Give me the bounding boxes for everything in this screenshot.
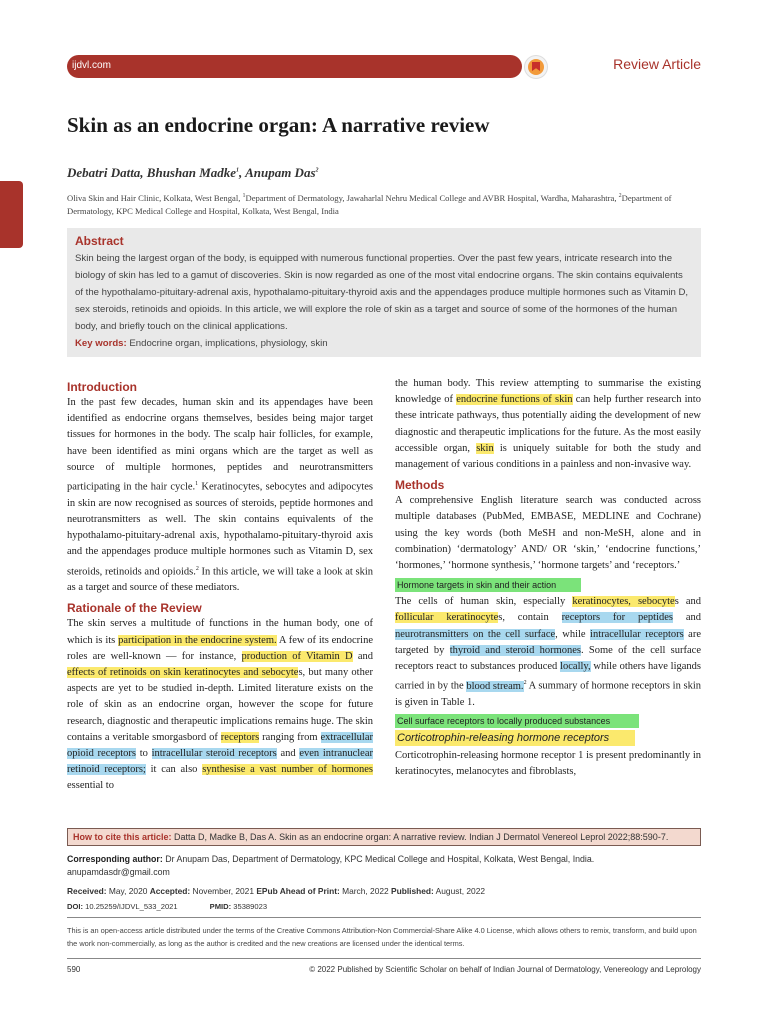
- reference-marker[interactable]: 2: [523, 680, 527, 687]
- epub-label: EPub Ahead of Print:: [256, 886, 340, 896]
- bookmark-icon[interactable]: [524, 55, 548, 79]
- rationale-text: and: [276, 748, 300, 760]
- abstract-text: Skin being the largest organ of the body, is equipped with numerous functional properties. Over the past few years, intricate research into the biology of skin has led to a gamut of discoveries. Skin is now regarded as one of the most vital endocrine organs. The skin contains equivalents of the hypothalamo-pituitary-adrenal axis, hypothalamo-pituitary-thyroid axis and the appendages produce multiple hormones such as Vitamin D, sex steroids, retinoids and opioids. In this article, we will explore the role of skin as a target and source of some of the hormones of the human body, and briefly touch on the clinical applications.: [75, 253, 689, 332]
- author-sup-2: 2: [315, 167, 319, 174]
- highlight-blue: thyroid and steroid hormones: [449, 644, 582, 656]
- body-text: s, contain: [498, 612, 562, 624]
- pmid-group: [210, 902, 283, 911]
- corresponding-email-link[interactable]: anupamdasdr@gmail.com: [67, 867, 170, 877]
- introduction-heading: Introduction: [67, 380, 137, 394]
- crh-paragraph: Corticotrophin-releasing hormone receptor 1 is present predominantly in keratinocytes, melanocytes and fibroblasts,: [395, 750, 701, 778]
- intro-text-2: Keratinocytes, sebocytes and adipocytes in skin are now recognised as sources of steroids, peptide hormones and neurotransmitters as well. The skin contains equivalents of the hypothalamo-pituitary-adrenal axis, hypothalamo-pituitary-thyroid axis and the appendages produce multiple hormones such as Vitamin D, sex steroids, retinoids and opioids.: [67, 481, 373, 578]
- pmid-link[interactable]: 35389023: [231, 902, 268, 911]
- rationale-text: and: [352, 650, 373, 662]
- highlight-blue: receptors for peptides: [561, 612, 673, 624]
- cite-text: Datta D, Madke B, Das A. Skin as an endocrine organ: A narrative review. Indian J Dermatol Venereol Leprol 2022;88:590-7.: [171, 832, 669, 842]
- corresponding-text: Dr Anupam Das, Department of Dermatology, KPC Medical College and Hospital, Kolkata, West Bengal, India.: [162, 854, 595, 864]
- highlight-blue: intracellular receptors: [590, 628, 684, 640]
- highlight-yellow: participation in the endocrine system.: [118, 634, 277, 646]
- highlight-yellow: effects of retinoids on skin keratinocytes and sebocyte: [67, 667, 299, 679]
- highlight-blue: intracellular steroid receptors: [151, 748, 277, 760]
- highlight-yellow: keratinocytes, sebocyte: [572, 596, 675, 608]
- body-text: is uniquely suitable for both the study and management of various conditions in a painless and non-invasive way.: [395, 442, 702, 471]
- methods-heading: Methods: [395, 478, 445, 493]
- accepted-label: Accepted:: [149, 886, 191, 896]
- header-bar: [67, 52, 701, 81]
- rationale-text: essential to: [67, 780, 114, 792]
- intro-ref-2[interactable]: 2: [195, 565, 199, 572]
- cell-surface-subheading: Cell surface receptors to locally produced substances: [395, 714, 639, 728]
- received-date: May, 2020: [106, 886, 150, 896]
- body-text: , while: [555, 628, 591, 640]
- doi-group: [67, 902, 194, 911]
- review-purpose-paragraph: [395, 376, 701, 473]
- abstract-heading: Abstract: [75, 234, 124, 248]
- divider: [67, 958, 701, 959]
- rationale-text: it can also: [145, 764, 203, 776]
- rationale-text: s, but many other aspects are yet to be studied in-depth. Limited literature exists on the role of skin as an endocrine organ, however the scope for future research, diagnostic and therapeutic implications remains huge. The skin contains a veritable smorgasbord of: [67, 667, 374, 743]
- highlight-yellow: skin: [476, 442, 494, 454]
- published-date: August, 2022: [433, 886, 486, 896]
- introduction-paragraph: [67, 395, 373, 596]
- affil-a: Oliva Skin and Hair Clinic, Kolkata, West Bengal,: [67, 192, 243, 203]
- abstract-box: [67, 228, 701, 357]
- article-type-label: Review Article: [613, 56, 701, 72]
- correspondence-block: [67, 853, 701, 879]
- publication-dates: [67, 886, 485, 896]
- highlight-yellow: endocrine functions of skin: [456, 394, 573, 406]
- pmid-label: PMID:: [209, 902, 232, 911]
- highlight-blue: blood stream.: [466, 680, 524, 692]
- affil-c: Department of Dermatology, KPC Medical College and Hospital, Kolkata, West Bengal, India: [67, 192, 672, 216]
- body-text: can help further research into these intricate pathways, thus potentially aiding the development of new diagnostic and therapeutic implications for the future. As the most easily accessible organ,: [395, 394, 701, 454]
- body-text: while others have ligands carried in by the: [395, 661, 702, 692]
- rationale-text: to: [136, 748, 152, 760]
- page-number: 590: [67, 965, 81, 974]
- doi-link[interactable]: 10.25259/IJDVL_533_2021: [83, 902, 178, 911]
- highlight-blue: extracellular opioid receptors: [67, 731, 373, 760]
- body-text: the human body. This review attempting to summarise the existing knowledge of: [395, 378, 701, 406]
- body-text: are targeted by: [395, 628, 701, 656]
- keywords-label: Key words:: [75, 338, 127, 349]
- author-names-1[interactable]: Debatri Datta, Bhushan Madke: [67, 165, 237, 180]
- copyright-line: © 2022 Published by Scientific Scholar on behalf of Indian Journal of Dermatology, Venereology and Leprology: [309, 965, 701, 974]
- affil-b: Department of Dermatology, Jawaharlal Nehru Medical College and AVBR Hospital, Wardha, Maharashtra,: [245, 192, 619, 203]
- crh-subheading: Corticotrophin-releasing hormone receptors: [395, 730, 635, 746]
- how-to-cite-box: [67, 828, 701, 846]
- keywords-line: [75, 338, 693, 349]
- highlight-yellow: follicular keratinocyte: [395, 612, 499, 624]
- right-column: [395, 376, 701, 781]
- methods-paragraph: A comprehensive English literature search was conducted across multiple databases (PubMed, EMBASE, MEDLINE and Cochrane) using the key words (both MeSH and non-MeSH, alone and in combination) ‘dermatology’ AND/ OR ‘skin,’ ‘endocrine functions,’ ‘hormones,’ ‘hormone synthesis,’ ‘hormone targets’ and ‘receptors.’: [395, 495, 701, 572]
- highlight-yellow: production of Vitamin D: [241, 650, 353, 662]
- highlight-yellow: receptors: [220, 731, 260, 743]
- body-text: The cells of human skin, especially: [395, 596, 573, 608]
- cite-label: How to cite this article:: [73, 832, 172, 842]
- rationale-text: A few of its endocrine roles are well-known — for instance,: [67, 634, 374, 662]
- hormone-targets-subheading: Hormone targets in skin and their action: [395, 578, 581, 592]
- affiliations: [67, 190, 701, 218]
- body-text: . Some of the cell surface receptors react to substances produced: [395, 644, 701, 673]
- side-tab-marker: [0, 181, 23, 248]
- divider: [67, 917, 701, 918]
- intro-ref-1[interactable]: 1: [195, 481, 199, 488]
- highlight-blue: neurotransmitters on the cell surface: [395, 628, 556, 640]
- rationale-text: The skin serves a multitude of functions in the human body, one of which is its: [67, 618, 373, 646]
- journal-site-label[interactable]: ijdvl.com: [72, 60, 111, 71]
- identifiers: [67, 902, 299, 911]
- rationale-heading: Rationale of the Review: [67, 601, 202, 616]
- author-list: [67, 165, 319, 181]
- accepted-date: November, 2021: [190, 886, 257, 896]
- keywords-text: Endocrine organ, implications, physiology, skin: [126, 338, 328, 349]
- rationale-text: ranging from: [259, 731, 321, 743]
- intro-text-3: In this article, we will take a look at skin as a target and source of these mediators.: [67, 566, 373, 594]
- intro-text-1: In the past few decades, human skin and its appendages have been identified as endocrine organs themselves, besides being major target tissues for hormones in the body. The scalp hair follicles, for example, have been identified as mini organs which are the target as well as source of multiple hormones, peptides and neurotransmitters participating in the hair cycle.: [67, 397, 373, 493]
- author-sup-1: 1: [236, 167, 240, 174]
- author-names-2[interactable]: , Anupam Das: [239, 165, 316, 180]
- highlight-blue: locally,: [560, 661, 591, 673]
- body-text: and: [672, 612, 701, 624]
- affil-sup-2: 2: [618, 193, 622, 199]
- published-label: Published:: [391, 886, 434, 896]
- corresponding-label: Corresponding author:: [67, 854, 163, 864]
- rationale-paragraph: [67, 616, 373, 794]
- left-column: [67, 377, 373, 795]
- hormone-targets-paragraph: [395, 594, 701, 711]
- journal-link-pill[interactable]: [67, 55, 522, 78]
- highlight-blue: even intranuclear retinoid receptors;: [67, 748, 374, 776]
- affil-sup-1: 1: [242, 193, 246, 199]
- license-text: This is an open-access article distributed under the terms of the Creative Commons Attribution-Non Commercial-Share Alike 4.0 License, which allows others to remix, transform, and build upon the work non-commercially, as long as the author is credited and the new creations are licensed under the identical terms.: [67, 926, 697, 948]
- highlight-yellow: synthesise a vast number of hormones: [202, 764, 373, 776]
- article-title: Skin as an endocrine organ: A narrative review: [67, 113, 490, 137]
- received-label: Received:: [67, 886, 107, 896]
- doi-label: DOI:: [67, 902, 84, 911]
- body-text: s and: [674, 596, 702, 608]
- epub-date: March, 2022: [339, 886, 391, 896]
- body-text: A summary of hormone receptors in skin is given in Table 1.: [395, 680, 702, 708]
